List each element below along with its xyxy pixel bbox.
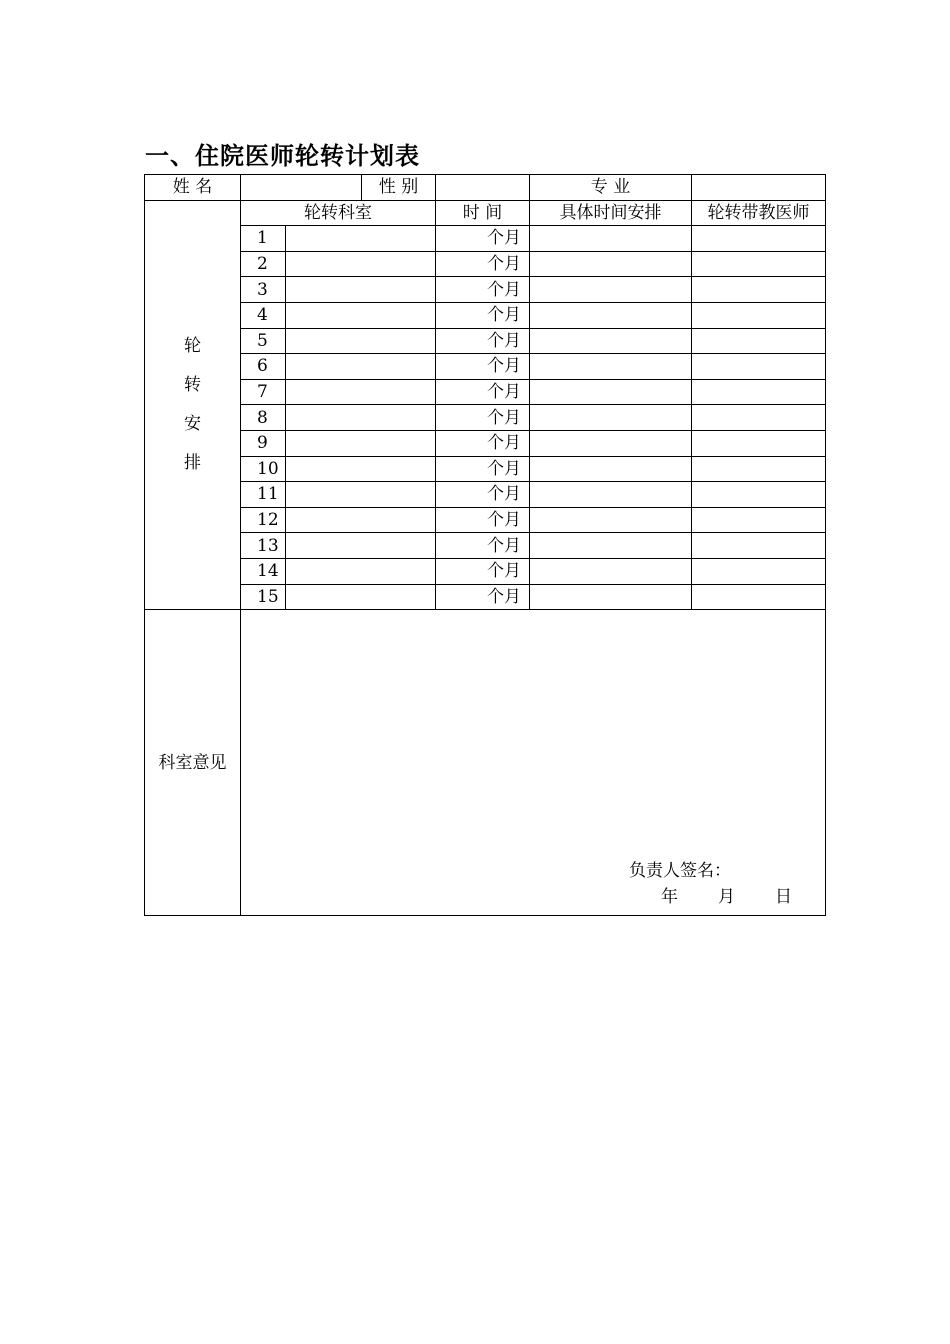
row-number: 6 [241,354,286,380]
name-label: 姓 名 [145,175,241,201]
teacher-field[interactable] [692,302,826,328]
row-number: 12 [241,507,286,533]
rotation-row [145,302,826,328]
dept-field[interactable] [286,302,436,328]
row-number: 3 [241,277,286,303]
signature-label: 负责人签名： [629,861,731,882]
teacher-field[interactable] [692,507,826,533]
teacher-field[interactable] [692,405,826,431]
rotation-row [145,226,826,252]
dept-field[interactable] [286,482,436,508]
teacher-field[interactable] [692,584,826,610]
col-teacher-header: 轮转带教医师 [692,200,826,226]
dept-field[interactable] [286,328,436,354]
time-field[interactable]: 个月 [436,354,530,380]
schedule-field[interactable] [530,482,692,508]
rotation-plan-table [144,174,826,916]
row-number: 5 [241,328,286,354]
rotation-section-char: 转 [184,375,201,396]
time-field[interactable]: 个月 [436,379,530,405]
row-number: 4 [241,302,286,328]
rotation-row [145,584,826,610]
time-field[interactable]: 个月 [436,482,530,508]
gender-field[interactable] [436,175,530,201]
rotation-row [145,533,826,559]
rotation-row [145,558,826,584]
schedule-field[interactable] [530,277,692,303]
schedule-field[interactable] [530,354,692,380]
row-number: 7 [241,379,286,405]
schedule-field[interactable] [530,328,692,354]
row-number: 11 [241,482,286,508]
month-label: 月 [718,887,735,908]
date-line [661,887,792,907]
dept-field[interactable] [286,533,436,559]
dept-field[interactable] [286,584,436,610]
dept-field[interactable] [286,456,436,482]
col-time-header: 时 间 [436,200,530,226]
dept-field[interactable] [286,405,436,431]
row-number: 15 [241,584,286,610]
row-number: 14 [241,558,286,584]
rotation-section-char: 排 [184,453,201,474]
dept-field[interactable] [286,430,436,456]
teacher-field[interactable] [692,456,826,482]
col-dept-header: 轮转科室 [241,200,436,226]
teacher-field[interactable] [692,277,826,303]
rotation-row [145,379,826,405]
schedule-field[interactable] [530,507,692,533]
schedule-field[interactable] [530,584,692,610]
time-field[interactable]: 个月 [436,302,530,328]
row-number: 9 [241,430,286,456]
dept-field[interactable] [286,354,436,380]
opinion-field[interactable] [241,610,826,916]
teacher-field[interactable] [692,328,826,354]
teacher-field[interactable] [692,430,826,456]
rotation-row [145,405,826,431]
gender-label: 性 别 [362,175,436,201]
time-field[interactable]: 个月 [436,405,530,431]
dept-field[interactable] [286,277,436,303]
time-field[interactable]: 个月 [436,507,530,533]
rotation-row [145,354,826,380]
header-row [145,175,826,201]
schedule-field[interactable] [530,430,692,456]
time-field[interactable]: 个月 [436,430,530,456]
rotation-row [145,251,826,277]
rotation-row [145,482,826,508]
name-field[interactable] [241,175,362,201]
teacher-field[interactable] [692,226,826,252]
schedule-field[interactable] [530,302,692,328]
rotation-row [145,430,826,456]
dept-field[interactable] [286,379,436,405]
schedule-field[interactable] [530,456,692,482]
day-label: 日 [775,887,792,908]
major-field[interactable] [692,175,826,201]
teacher-field[interactable] [692,251,826,277]
teacher-field[interactable] [692,482,826,508]
rotation-section-char: 安 [184,414,201,435]
time-field[interactable]: 个月 [436,328,530,354]
row-number: 13 [241,533,286,559]
time-field[interactable]: 个月 [436,558,530,584]
row-number: 10 [241,456,286,482]
dept-field[interactable] [286,558,436,584]
rotation-section-label [145,200,241,610]
dept-field[interactable] [286,226,436,252]
row-number: 8 [241,405,286,431]
time-field[interactable]: 个月 [436,226,530,252]
dept-field[interactable] [286,251,436,277]
rotation-row [145,507,826,533]
row-number: 2 [241,251,286,277]
teacher-field[interactable] [692,533,826,559]
schedule-field[interactable] [530,226,692,252]
schedule-field[interactable] [530,379,692,405]
schedule-field[interactable] [530,533,692,559]
schedule-field[interactable] [530,405,692,431]
major-label: 专 业 [530,175,692,201]
teacher-field[interactable] [692,379,826,405]
year-label: 年 [661,887,678,908]
row-number: 1 [241,226,286,252]
teacher-field[interactable] [692,558,826,584]
opinion-row [145,610,826,916]
time-field[interactable]: 个月 [436,584,530,610]
col-schedule-header: 具体时间安排 [530,200,692,226]
rotation-row [145,277,826,303]
rotation-section-char: 轮 [184,336,201,357]
time-field[interactable]: 个月 [436,533,530,559]
rotation-column-header-row [145,200,826,226]
schedule-field[interactable] [530,251,692,277]
teacher-field[interactable] [692,354,826,380]
page-title: 一、住院医师轮转计划表 [145,142,420,170]
rotation-row [145,456,826,482]
opinion-label: 科室意见 [145,610,241,916]
time-field[interactable]: 个月 [436,277,530,303]
dept-field[interactable] [286,507,436,533]
schedule-field[interactable] [530,558,692,584]
time-field[interactable]: 个月 [436,251,530,277]
time-field[interactable]: 个月 [436,456,530,482]
rotation-row [145,328,826,354]
